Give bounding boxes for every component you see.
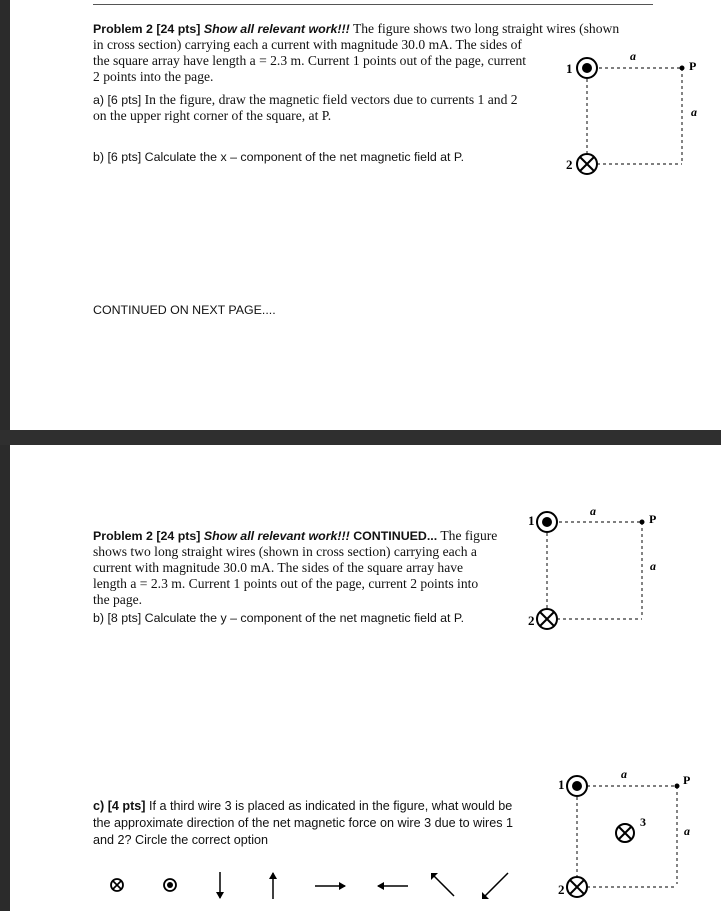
option-out-of-page-icon[interactable] [164,879,176,891]
wire-2-into-page-icon [537,609,557,629]
figure-square-1 [560,40,710,190]
figure-square-2 [522,496,672,636]
p1-intro-1: The figure shows two long straight wires (shown [352,21,620,36]
fig1-side-a-right: a [691,105,697,119]
fig3-point-p: P [683,773,691,787]
fig2-point-p: P [649,512,657,526]
fig2-square-outline [547,522,642,619]
p1-part-b [93,149,464,165]
option-into-page-icon[interactable] [111,879,123,891]
p1-continued: CONTINUED ON NEXT PAGE.... [93,303,276,317]
p1-problem-header: Problem 2 [24 pts] [93,22,201,36]
p2-intro-4: length a = 2.3 m. Current 1 points out of the page, current 2 points into [93,576,479,591]
p1-part-b-label: b) [6 pts] [93,150,142,164]
p1-part-a-text-1: In the figure, draw the magnetic field vectors due to currents 1 and 2 [144,92,518,107]
point-p-dot [680,66,685,71]
p3-part-c-label: c) [4 pts] [93,799,146,813]
p3-part-c-line1 [93,798,512,814]
p1-part-a-line1 [93,92,518,108]
page-divider [0,430,721,445]
fig3-side-a-right: a [684,824,690,838]
p1-line1 [93,21,619,37]
wire-2-into-page-icon [567,877,587,897]
wire-2-into-page-icon [577,154,597,174]
p2-part-b [93,610,464,626]
fig3-wire2-label: 2 [558,882,565,897]
fig1-wire2-label: 2 [566,157,573,172]
point-p-dot [675,784,680,789]
p1-part-a-text-2: on the upper right corner of the square, at P. [93,108,332,123]
wire-1-out-of-page-icon [577,58,597,78]
p1-intro-2: in cross section) carrying each a current with magnitude 30.0 mA. The sides of [93,37,522,52]
option-right-arrow-icon[interactable] [315,882,346,890]
p2-intro-2: shows two long straight wires (shown in cross section) carrying each a [93,544,477,559]
p2-part-b-text: Calculate the y – component of the net magnetic field at P. [144,611,465,625]
fig2-wire2-label: 2 [528,613,535,628]
figure-square-3 [550,764,710,904]
fig3-wire3-label: 3 [640,815,646,829]
fig2-side-a-top: a [590,504,596,518]
fig1-wire1-label: 1 [566,61,573,76]
fig2-wire1-label: 1 [528,513,535,528]
p1-part-b-text: Calculate the x – component of the net magnetic field at P. [144,150,465,164]
option-up-arrow-icon[interactable] [269,872,277,899]
fig1-point-p: P [689,59,697,73]
p2-show-work: Show all relevant work!!! [203,529,350,543]
fig1-square-outline [587,68,682,164]
p1-show-work: Show all relevant work!!! [203,22,350,36]
option-left-arrow-icon[interactable] [377,882,408,890]
wire-3-into-page-icon [616,824,634,842]
p2-continued: CONTINUED... [353,529,438,543]
p3-part-c-text-2: the approximate direction of the net magnetic force on wire 3 due to wires 1 [93,816,514,830]
fig1-side-a-top: a [630,49,636,63]
point-p-dot [640,520,645,525]
p2-intro-1: The figure [440,528,498,543]
p2-part-b-label: b) [8 pts] [93,611,142,625]
wire-1-out-of-page-icon [567,776,587,796]
p2-intro-3: current with magnitude 30.0 mA. The sides of the square array have [93,560,464,575]
p1-intro-3: the square array have length a = 2.3 m. Current 1 points out of the page, current [93,53,527,68]
fig3-side-a-top: a [621,767,627,781]
fig3-wire1-label: 1 [558,777,565,792]
p3-part-c-text-1: If a third wire 3 is placed as indicated in the figure, what would be [148,799,513,813]
p2-problem-header: Problem 2 [24 pts] [93,529,201,543]
p2-intro-5: the page. [93,592,143,607]
page-top-rule [93,4,653,5]
answer-options [110,866,520,906]
page-left-border [0,0,10,911]
option-up-left-arrow-icon[interactable] [431,873,454,896]
p3-part-c-text-3: and 2? Circle the correct option [93,833,269,847]
p2-line1 [93,528,497,544]
p1-part-a-label: a) [6 pts] [93,93,142,107]
option-down-left-arrow-icon[interactable] [482,873,508,899]
wire-1-out-of-page-icon [537,512,557,532]
fig2-side-a-right: a [650,559,656,573]
option-down-arrow-icon[interactable] [216,872,224,899]
p1-intro-4: 2 points into the page. [93,69,214,84]
